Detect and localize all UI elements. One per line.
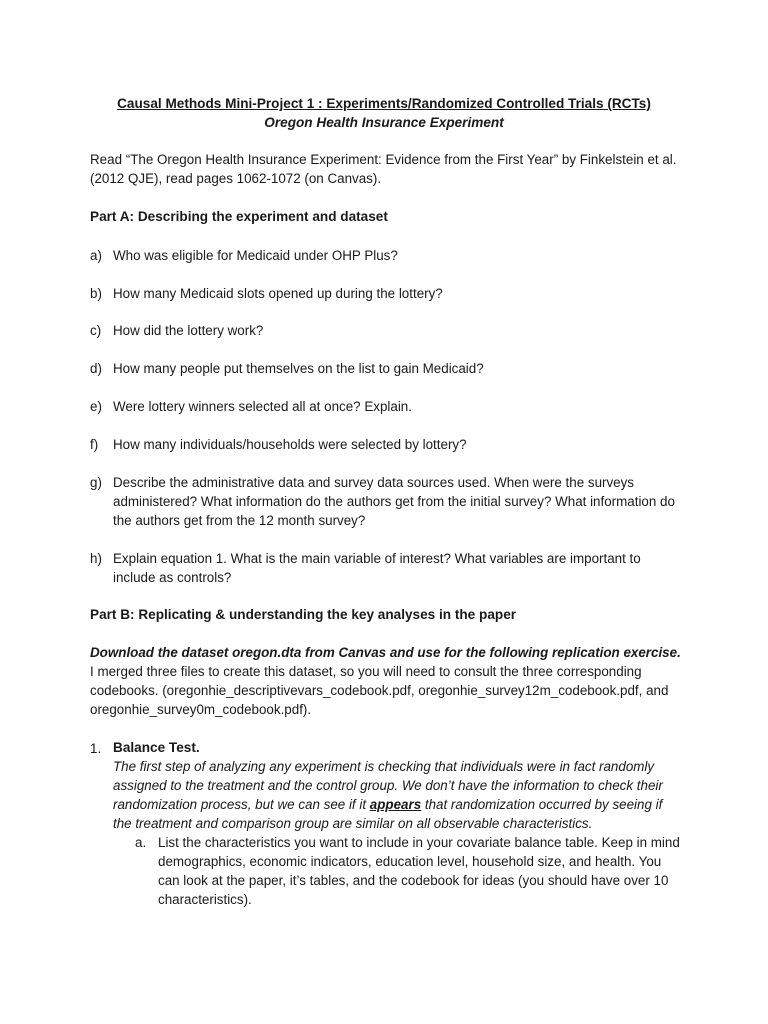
balance-number: 1.: [90, 741, 102, 756]
balance-subitem-a: [113, 833, 683, 909]
question-b: [90, 284, 680, 303]
question-c: [90, 321, 680, 340]
merge-paragraph: I merged three files to create this dataset, so you will need to consult the three corresponding codebooks. (oregonhie_descriptivevars_codebook.pdf, oregonhie_survey12m_codebook.pdf, and oregonhie_survey0m_codebook.pdf).: [90, 664, 669, 717]
balance-text-start: The first step of analyzing any experiment is checking that individuals were in fact randomly assigned to the treatment and the control group. We don’t have the information to check their randomization process, but we can see if it: [113, 759, 663, 812]
question-text: How did the lottery work?: [113, 323, 264, 338]
document-subtitle: Oregon Health Insurance Experiment: [264, 115, 504, 130]
question-text: How many Medicaid slots opened up during the lottery?: [113, 286, 443, 301]
question-label: d): [90, 361, 102, 376]
balance-heading: Balance Test.: [113, 740, 200, 755]
question-label: h): [90, 551, 102, 566]
question-text: Were lottery winners selected all at once? Explain.: [113, 399, 412, 414]
question-label: b): [90, 286, 102, 301]
question-label: g): [90, 475, 102, 490]
question-text: How many individuals/households were selected by lottery?: [113, 437, 467, 452]
question-label: a): [90, 248, 102, 263]
question-label: e): [90, 399, 102, 414]
balance-emphasis: appears: [369, 797, 422, 812]
question-e: [90, 397, 680, 416]
question-text: Describe the administrative data and survey data sources used. When were the surveys administered? What information do the authors get from the initial survey? What information do the authors get from the 12 month survey?: [113, 475, 675, 528]
question-label: f): [90, 437, 99, 452]
balance-description: [113, 757, 683, 833]
subitem-text: List the characteristics you want to include in your covariate balance table. Keep in mind demographics, economic indicators, education level, household size, and health. You can look at the paper, it’s tables, and the codebook for ideas (you should have over 10 characteristics).: [158, 835, 680, 907]
question-label: c): [90, 323, 102, 338]
question-a: [90, 246, 680, 265]
part-a-heading: Part A: Describing the experiment and dataset: [90, 209, 388, 224]
part-b-heading: Part B: Replicating & understanding the key analyses in the paper: [90, 607, 517, 622]
question-text: How many people put themselves on the list to gain Medicaid?: [113, 361, 484, 376]
question-text: Who was eligible for Medicaid under OHP Plus?: [113, 248, 398, 263]
balance-text-end: that randomization occurred by seeing if the treatment and comparison group are similar on all observable characteristics.: [113, 797, 663, 831]
question-g: [90, 473, 680, 530]
question-text: Explain equation 1. What is the main variable of interest? What variables are important to include as controls?: [113, 551, 641, 585]
question-f: [90, 435, 680, 454]
subitem-label: a.: [135, 835, 147, 850]
intro-paragraph: Read “The Oregon Health Insurance Experiment: Evidence from the First Year” by Finkelstein et al. (2012 QJE), read pages 1062-1072 (on Canvas).: [90, 152, 677, 186]
question-d: [90, 359, 680, 378]
question-h: [90, 549, 680, 587]
document-title: Causal Methods Mini-Project 1 : Experiments/Randomized Controlled Trials (RCTs): [117, 96, 651, 111]
download-instruction: Download the dataset oregon.dta from Canvas and use for the following replication exercise.: [90, 645, 681, 660]
